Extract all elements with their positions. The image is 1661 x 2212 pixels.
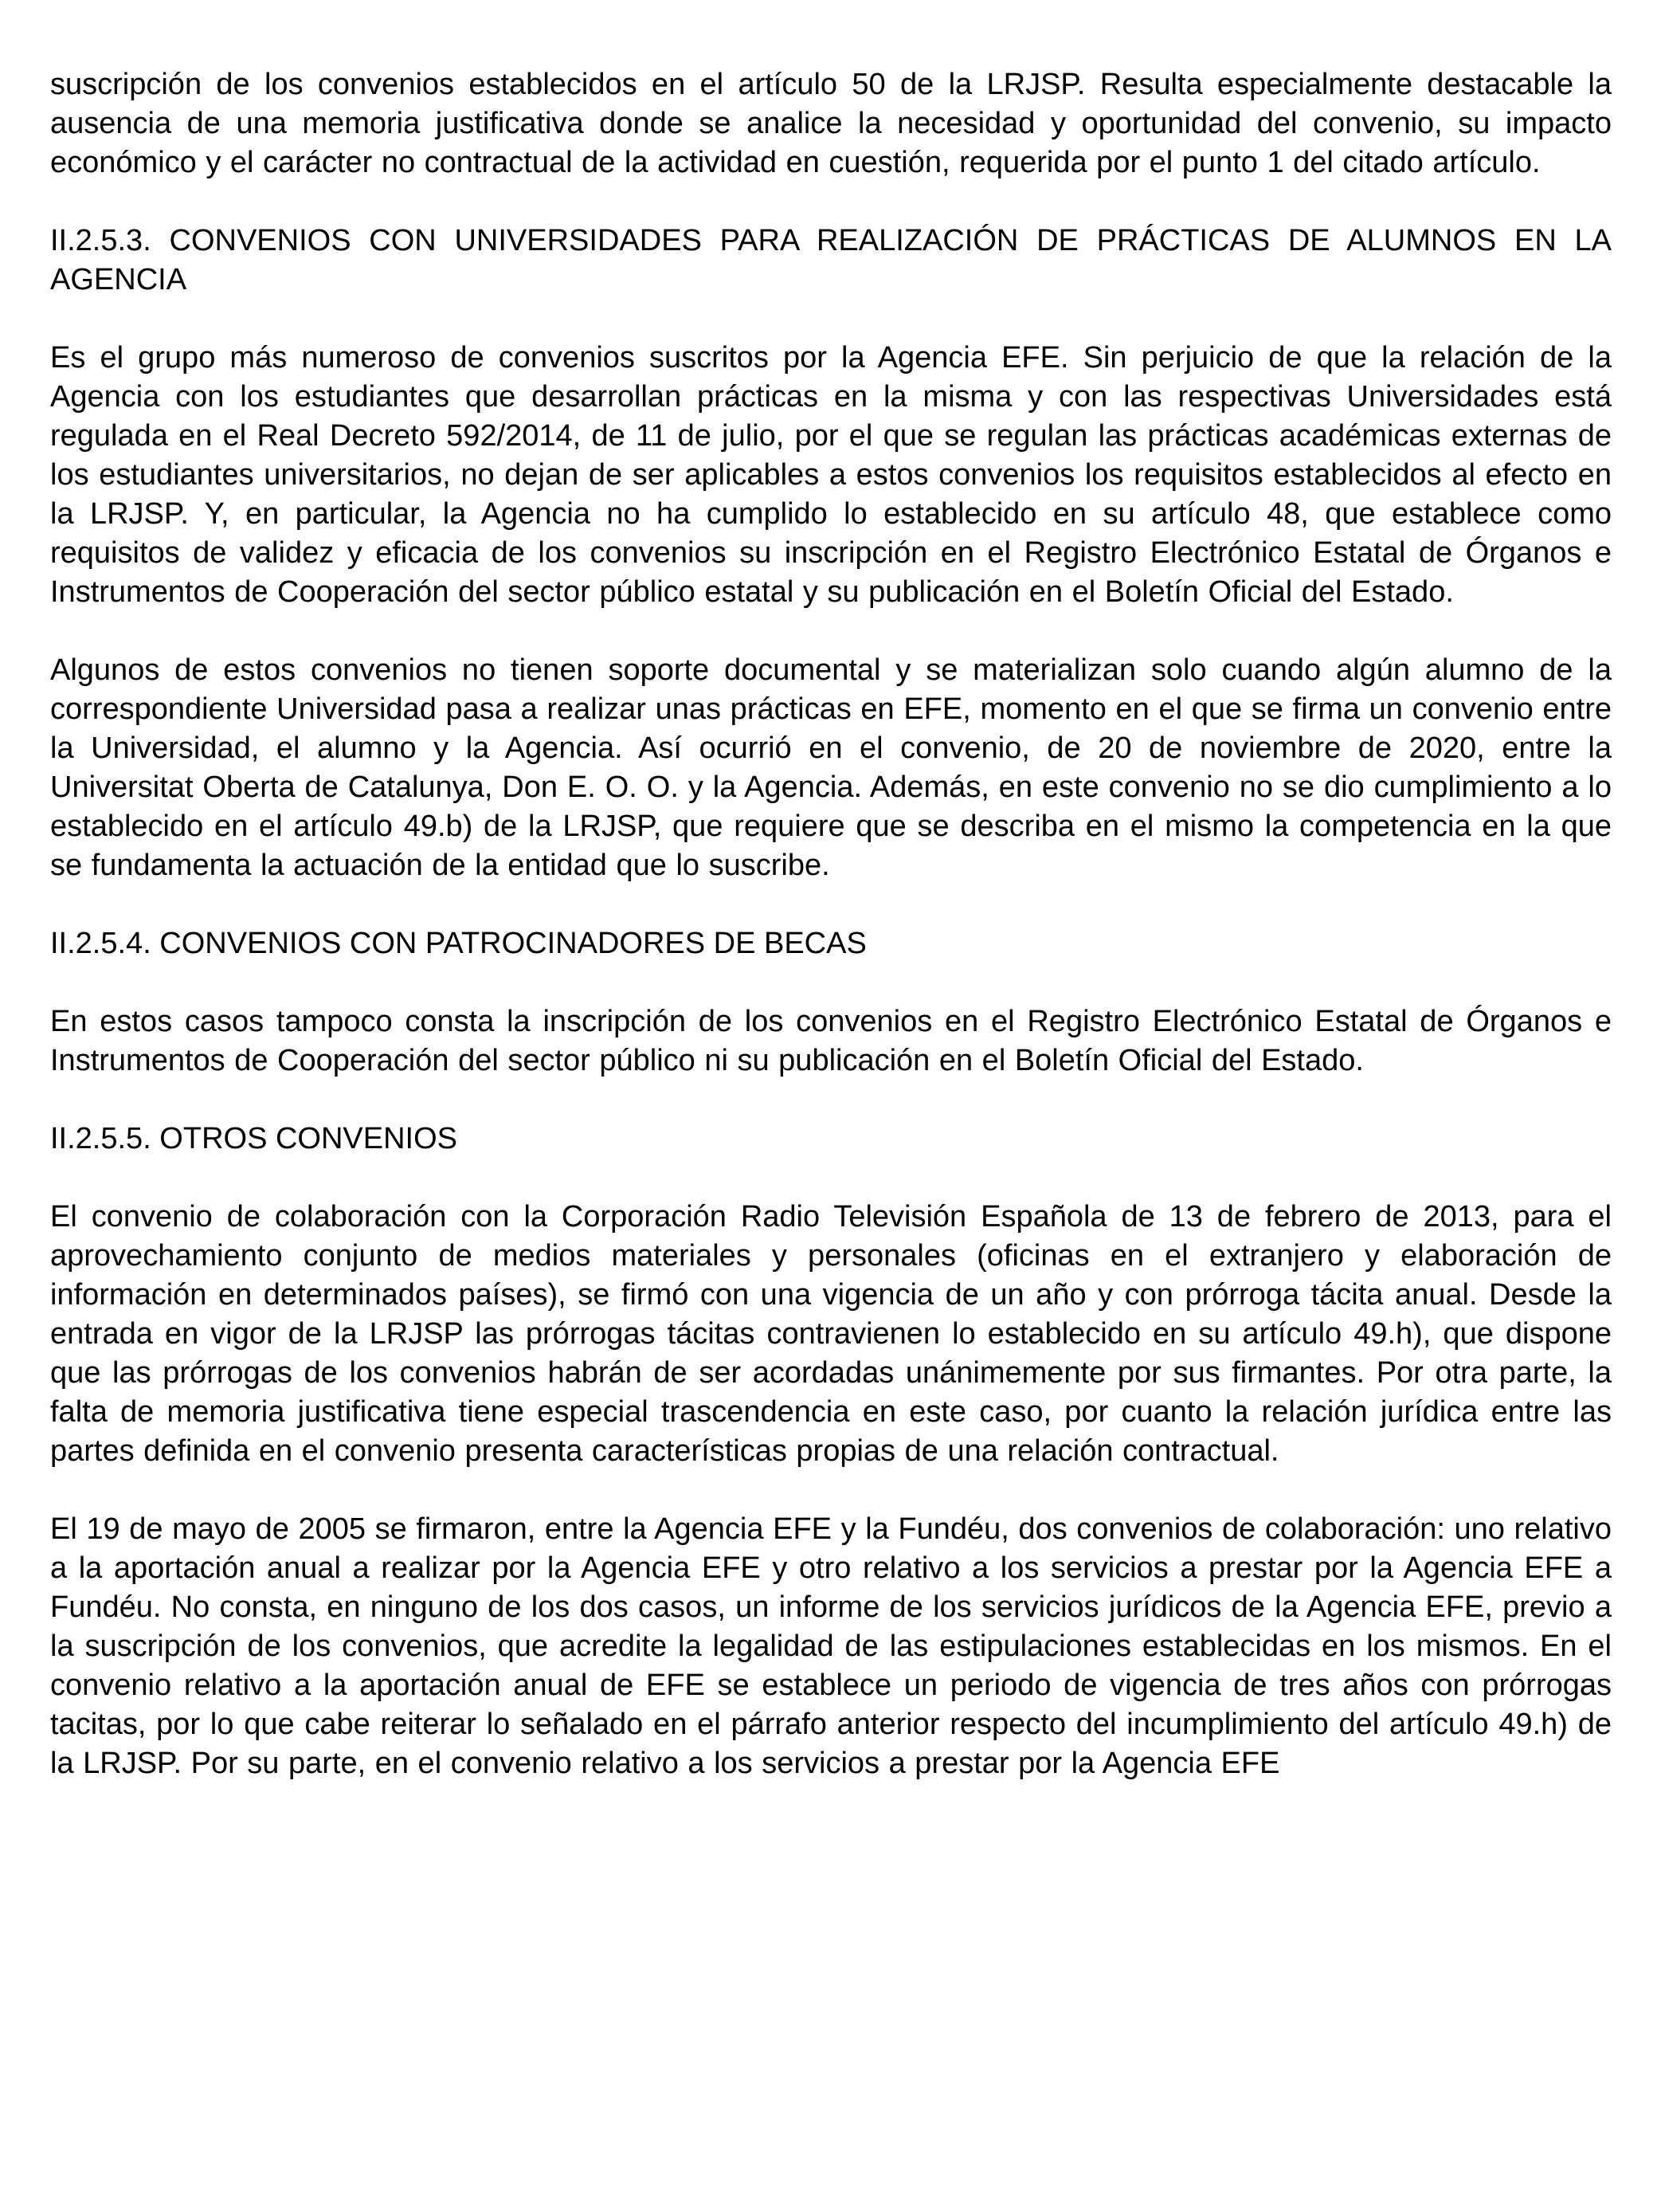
paragraph-patrocinadores-becas: En estos casos tampoco consta la inscripción de los convenios en el Registro Electrónico Estatal de Órganos e Instrumentos de Cooperación del sector público ni su publicación en el Boletín Oficial del Estado. [50,1005,1612,1077]
section-heading-II-2-5-4: II.2.5.4. CONVENIOS CON PATROCINADORES DE BECAS [50,927,867,960]
paragraph-convenios-universidades-2: Algunos de estos convenios no tienen soporte documental y se materializan solo cuando algún alumno de la correspondiente Universidad pasa a realizar unas prácticas en EFE, momento en el que se firma un convenio entre la Universidad, el alumno y la Agencia. Así ocurrió en el convenio, de 20 de noviembre de 2020, entre la Universitat Oberta de Catalunya, Don E. O. O. y la Agencia. Además, en este convenio no se dio cumplimiento a lo establecido en el artículo 49.b) de la LRJSP, que requiere que se describa en el mismo la competencia en la que se fundamenta la actuación de la entidad que lo suscribe. [50,653,1612,882]
section-heading-II-2-5-3: II.2.5.3. CONVENIOS CON UNIVERSIDADES PARA REALIZACIÓN DE PRÁCTICAS DE ALUMNOS EN LA AGENCIA [50,224,1612,296]
paragraph-continuation-articulo-50: suscripción de los convenios establecidos en el artículo 50 de la LRJSP. Resulta especialmente destacable la ausencia de una memoria justificativa donde se analice la necesidad y oportunidad del convenio, su impacto económico y el carácter no contractual de la actividad en cuestión, requerida por el punto 1 del citado artículo. [50,68,1612,179]
section-heading-II-2-5-5: II.2.5.5. OTROS CONVENIOS [50,1122,458,1155]
paragraph-otros-convenios-fundeu: El 19 de mayo de 2005 se firmaron, entre la Agencia EFE y la Fundéu, dos convenios de colaboración: uno relativo a la aportación anual a realizar por la Agencia EFE y otro relativo a los servicios a prestar por la Agencia EFE a Fundéu. No consta, en ninguno de los dos casos, un informe de los servicios jurídicos de la Agencia EFE, previo a la suscripción de los convenios, que acredite la legalidad de las estipulaciones establecidas en los mismos. En el convenio relativo a la aportación anual de EFE se establece un periodo de vigencia de tres años con prórrogas tacitas, por lo que cabe reiterar lo señalado en el párrafo anterior respecto del incumplimiento del artículo 49.h) de la LRJSP. Por su parte, en el convenio relativo a los servicios a prestar por la Agencia EFE [50,1512,1612,1780]
paragraph-otros-convenios-rtve: El convenio de colaboración con la Corporación Radio Televisión Española de 13 de febrero de 2013, para el aprovechamiento conjunto de medios materiales y personales (oficinas en el extranjero y elaboración de información en determinados países), se firmó con una vigencia de un año y con prórroga tácita anual. Desde la entrada en vigor de la LRJSP las prórrogas tácitas contravienen lo establecido en su artículo 49.h), que dispone que las prórrogas de los convenios habrán de ser acordadas unánimemente por sus firmantes. Por otra parte, la falta de memoria justificativa tiene especial trascendencia en este caso, por cuanto la relación jurídica entre las partes definida en el convenio presenta características propias de una relación contractual. [50,1200,1612,1468]
paragraph-convenios-universidades-1: Es el grupo más numeroso de convenios suscritos por la Agencia EFE. Sin perjuicio de que la relación de la Agencia con los estudiantes que desarrollan prácticas en la misma y con las respectivas Universidades está regulada en el Real Decreto 592/2014, de 11 de julio, por el que se regulan las prácticas académicas externas de los estudiantes universitarios, no dejan de ser aplicables a estos convenios los requisitos establecidos al efecto en la LRJSP. Y, en particular, la Agencia no ha cumplido lo establecido en su artículo 48, que establece como requisitos de validez y eficacia de los convenios su inscripción en el Registro Electrónico Estatal de Órganos e Instrumentos de Cooperación del sector público estatal y su publicación en el Boletín Oficial del Estado. [50,341,1612,609]
